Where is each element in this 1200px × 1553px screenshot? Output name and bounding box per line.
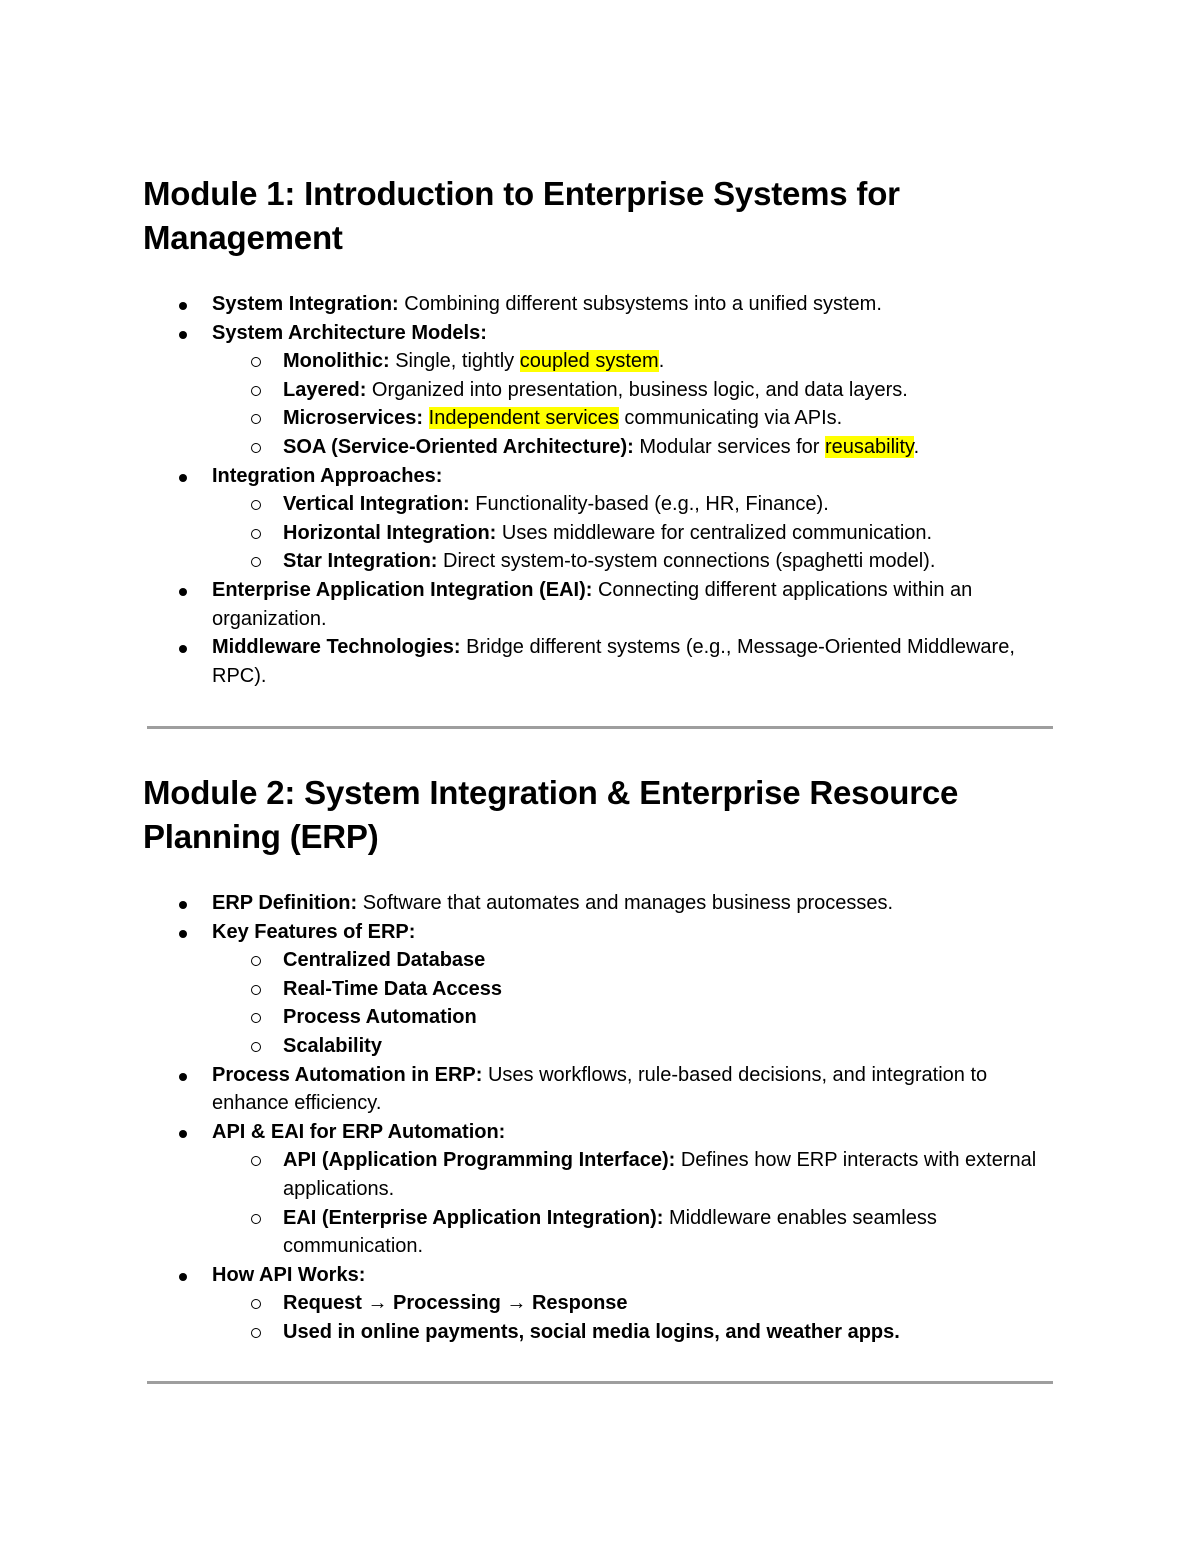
bullet-circle-icon <box>251 443 261 453</box>
item-text: Uses middleware for centralized communication. <box>496 521 933 544</box>
list-item-integration-approaches <box>143 462 1063 576</box>
item-text: Software that automates and manages business processes. <box>357 892 894 914</box>
item-text: Connecting different applications within an organization. <box>212 578 973 630</box>
item-text <box>423 407 429 429</box>
sublist-item-api-flow <box>283 1289 1063 1318</box>
sublist-item-layered <box>283 376 1063 405</box>
item-text: communicating via APIs. <box>618 407 843 430</box>
sublist-item-monolithic <box>283 347 1063 376</box>
bullet-disc-icon <box>179 1073 187 1081</box>
item-label: API (Application Programming Interface): <box>283 1149 676 1172</box>
item-label: SOA (Service-Oriented Architecture): <box>283 435 634 458</box>
bullet-circle-icon <box>251 529 261 539</box>
item-label: Vertical Integration: <box>283 493 470 516</box>
module-1-title: Module 1: Introduction to Enterprise Systems for Management <box>143 175 900 256</box>
bullet-circle-icon <box>251 985 261 995</box>
item-text: Middleware enables seamless communication. <box>283 1206 937 1258</box>
bullet-disc-icon <box>179 1273 187 1281</box>
bullet-circle-icon <box>251 357 261 367</box>
list-item-system-integration <box>143 290 1063 319</box>
bullet-disc-icon <box>179 588 187 596</box>
item-text: Direct system-to-system connections (spaghetti model). <box>437 550 936 573</box>
item-text: . <box>913 435 920 458</box>
bullet-circle-icon <box>251 386 261 396</box>
list-item-key-features <box>143 918 1063 1061</box>
bullet-disc-icon <box>179 645 187 653</box>
module-2-title: Module 2: System Integration & Enterprise Resource Planning (ERP) <box>143 774 959 855</box>
item-label: System Architecture Models: <box>212 321 487 344</box>
sublist-item-api-uses <box>283 1318 1063 1347</box>
item-label: Star Integration: <box>283 550 438 573</box>
list-item-eai <box>143 576 1063 633</box>
sublist-item-eai <box>283 1204 1063 1261</box>
item-label: Process Automation <box>283 1006 477 1029</box>
list-item-process-automation <box>143 1061 1063 1118</box>
how-api-sublist <box>212 1289 1063 1346</box>
bullet-circle-icon <box>251 1214 261 1224</box>
bullet-disc-icon <box>179 331 187 339</box>
item-label: Scalability <box>283 1034 382 1057</box>
item-text: Bridge different systems (e.g., Message-Oriented Middleware, RPC). <box>212 636 1015 687</box>
item-text: Functionality-based (e.g., HR, Finance). <box>469 493 829 516</box>
module-1-list <box>143 290 1063 690</box>
item-text: Combining different subsystems into a unified system. <box>398 293 882 315</box>
item-label: Horizontal Integration: <box>283 521 497 544</box>
sublist-item-microservices <box>283 404 1063 433</box>
bullet-circle-icon <box>251 1042 261 1052</box>
sublist-item-feature <box>283 1003 1063 1032</box>
highlighted-text: coupled system <box>519 350 659 373</box>
sublist-item-feature <box>283 1032 1063 1061</box>
item-text: Modular services for <box>633 435 826 458</box>
bullet-circle-icon <box>251 1013 261 1023</box>
item-label: Monolithic: <box>283 350 390 373</box>
item-label: Integration Approaches: <box>212 464 443 487</box>
highlighted-text: Independent services <box>428 407 619 430</box>
item-label: Layered: <box>283 378 367 401</box>
bullet-circle-icon <box>251 1156 261 1166</box>
highlighted-text: reusability <box>825 435 914 458</box>
list-item-how-api-works <box>143 1261 1063 1347</box>
item-label: Process Automation in ERP: <box>212 1063 483 1086</box>
item-label: API & EAI for ERP Automation: <box>212 1120 506 1143</box>
item-text: Single, tightly <box>389 350 520 373</box>
item-label: How API Works: <box>212 1263 366 1286</box>
item-label: Used in online payments, social media logins, and weather apps. <box>283 1320 900 1343</box>
module-1-section <box>143 172 1063 690</box>
sublist-item-vertical <box>283 490 1063 519</box>
bullet-disc-icon <box>179 302 187 310</box>
sublist-item-horizontal <box>283 519 1063 548</box>
item-label: Centralized Database <box>283 949 486 972</box>
item-label: Real-Time Data Access <box>283 977 503 1000</box>
item-label: Middleware Technologies: <box>212 636 461 659</box>
item-label: Request → Processing → Response <box>283 1292 628 1315</box>
architecture-sublist <box>212 347 1063 461</box>
bullet-disc-icon <box>179 930 187 938</box>
item-text: Defines how ERP interacts with external applications. <box>283 1149 1037 1200</box>
api-eai-sublist <box>212 1146 1063 1260</box>
bullet-disc-icon <box>179 1130 187 1138</box>
bullet-circle-icon <box>251 557 261 567</box>
item-label: ERP Definition: <box>212 892 358 914</box>
module-2-list <box>143 889 1063 1347</box>
sublist-item-api <box>283 1146 1063 1203</box>
sublist-item-feature <box>283 946 1063 975</box>
item-text: Organized into presentation, business logic, and data layers. <box>366 378 908 401</box>
bullet-circle-icon <box>251 1328 261 1338</box>
horizontal-rule-divider <box>147 726 1053 729</box>
sublist-item-soa <box>283 433 1063 462</box>
integration-approaches-sublist <box>212 490 1063 576</box>
list-item-erp-definition <box>143 889 1063 918</box>
bullet-disc-icon <box>179 901 187 909</box>
item-label: Microservices: <box>283 407 424 430</box>
item-label: System Integration: <box>212 293 399 315</box>
module-2-section <box>143 771 1063 1347</box>
item-text: . <box>658 350 665 373</box>
item-label: Enterprise Application Integration (EAI): <box>212 578 593 601</box>
sublist-item-feature <box>283 975 1063 1004</box>
list-item-architecture-models <box>143 319 1063 462</box>
sublist-item-star <box>283 547 1063 576</box>
item-label: EAI (Enterprise Application Integration): <box>283 1206 664 1229</box>
horizontal-rule-divider <box>147 1381 1053 1384</box>
list-item-middleware <box>143 633 1063 690</box>
bullet-circle-icon <box>251 956 261 966</box>
bullet-circle-icon <box>251 414 261 424</box>
item-text: Uses workflows, rule-based decisions, and integration to enhance efficiency. <box>212 1063 988 1115</box>
list-item-api-eai <box>143 1118 1063 1261</box>
bullet-circle-icon <box>251 500 261 510</box>
key-features-sublist <box>212 946 1063 1060</box>
bullet-circle-icon <box>251 1299 261 1309</box>
item-label: Key Features of ERP: <box>212 920 416 943</box>
bullet-disc-icon <box>179 474 187 482</box>
